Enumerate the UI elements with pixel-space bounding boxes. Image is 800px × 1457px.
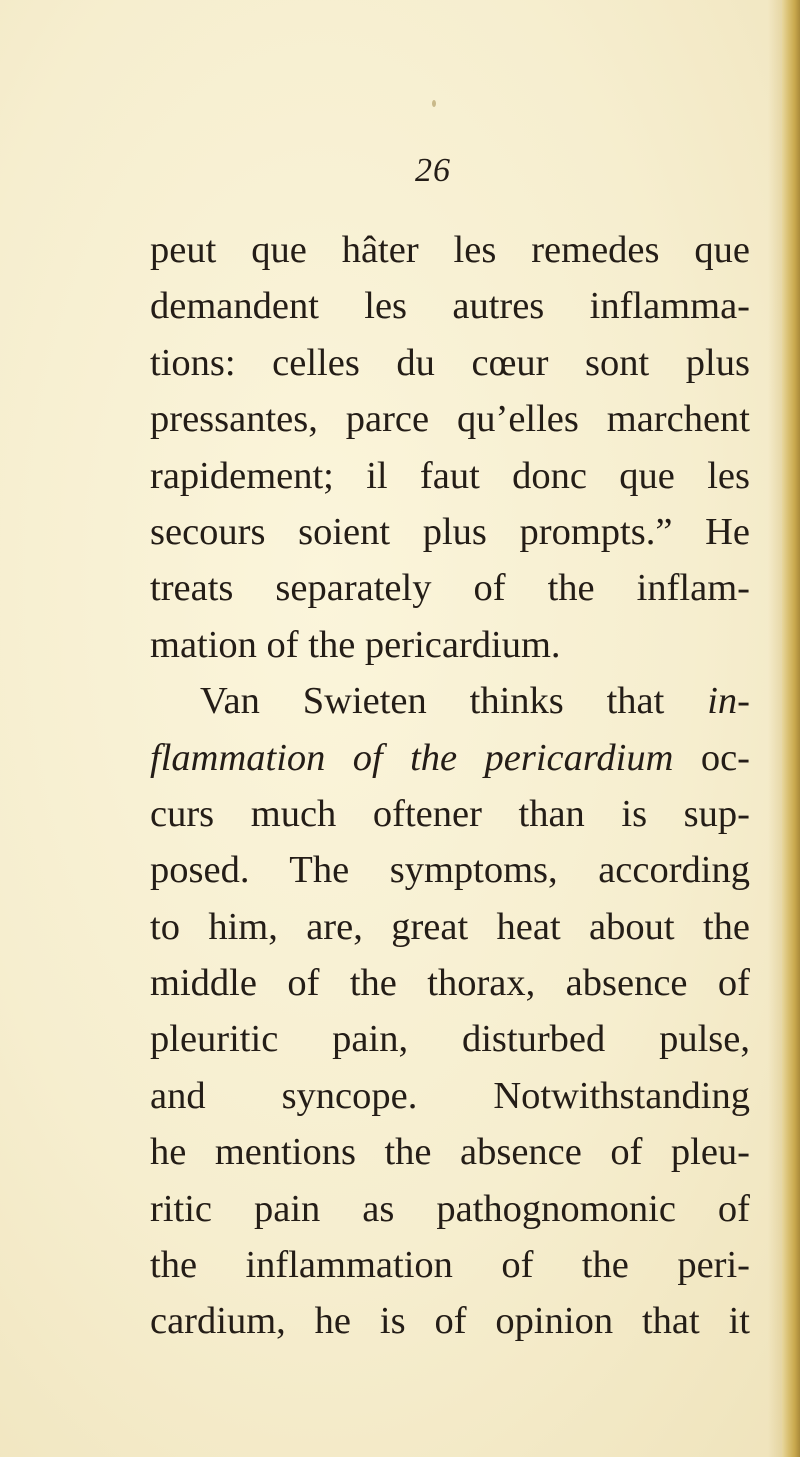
body-text bbox=[150, 222, 750, 1350]
text-line: peut que hâter les remedes que bbox=[150, 229, 750, 271]
text-line: mation of the pericardium. bbox=[150, 623, 561, 666]
text-line: to him, are, great heat about the bbox=[150, 905, 750, 948]
page-number: 26 bbox=[415, 152, 451, 189]
text-line: rapidement; il faut donc que les bbox=[150, 454, 750, 497]
italic-text-run: flammation of the pericardium bbox=[150, 736, 674, 779]
text-line: treats separately of the inflam- bbox=[150, 567, 750, 610]
paper-speck bbox=[432, 100, 436, 107]
text-line: curs much oftener than is sup- bbox=[150, 792, 750, 835]
text-run: Van Swieten thinks that bbox=[200, 680, 708, 723]
text-line: secours soient plus prompts.” He bbox=[150, 510, 750, 553]
text-line: and syncope. Notwithstanding bbox=[150, 1074, 750, 1117]
text-line: middle of the thorax, absence of bbox=[150, 962, 750, 1005]
text-line: cardium, he is of opinion that it bbox=[150, 1300, 750, 1343]
text-line-paragraph-start bbox=[150, 673, 750, 729]
text-line: ritic pain as pathognomonic of bbox=[150, 1187, 750, 1230]
text-line: the inflammation of the peri- bbox=[150, 1244, 750, 1287]
text-line bbox=[150, 730, 750, 786]
page-edge-shadow bbox=[768, 0, 782, 1457]
italic-text-run: in- bbox=[707, 680, 750, 723]
page-edge bbox=[782, 0, 800, 1457]
text-line: pressantes, parce qu’elles marchent bbox=[150, 398, 750, 441]
text-run: oc- bbox=[673, 736, 750, 779]
text-line: he mentions the absence of pleu- bbox=[150, 1131, 750, 1174]
text-line: posed. The symptoms, according bbox=[150, 849, 750, 892]
text-line: pleuritic pain, disturbed pulse, bbox=[150, 1018, 750, 1061]
text-line: tions: celles du cœur sont plus bbox=[150, 341, 750, 384]
text-line: demandent les autres inflamma- bbox=[150, 285, 750, 328]
